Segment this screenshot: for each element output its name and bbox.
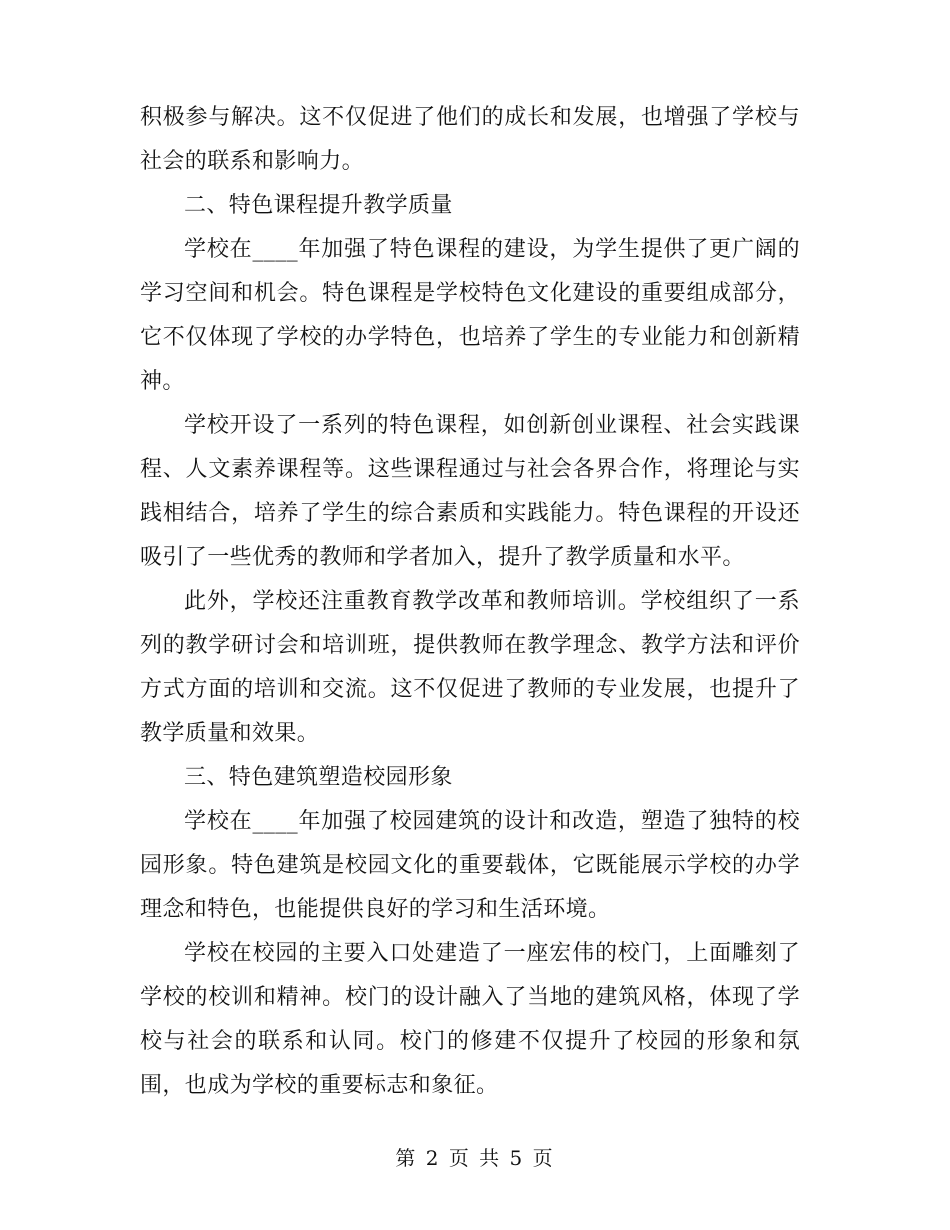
page-number-footer: 第 2 页 共 5 页 — [395, 1146, 555, 1170]
paragraph: 学校开设了一系列的特色课程，如创新创业课程、社会实践课程、人文素养课程等。这些课程通过与社会各界合作，将理论与实践相结合，培养了学生的综合素质和实践能力。特色课程的开设还吸引了一些优秀的教师和学者加入，提升了教学质量和水平。 — [140, 413, 800, 570]
paragraph: 学校在____年加强了特色课程的建设，为学生提供了更广阔的学习空间和机会。特色课程是学校特色文化建设的重要组成部分，它不仅体现了学校的办学特色，也培养了学生的专业能力和创新精神。 — [140, 237, 800, 394]
paragraph: 学校在____年加强了校园建筑的设计和改造，塑造了独特的校园形象。特色建筑是校园文化的重要载体，它既能展示学校的办学理念和特色，也能提供良好的学习和生活环境。 — [140, 809, 800, 922]
paragraph-continued: 积极参与解决。这不仅促进了他们的成长和发展，也增强了学校与社会的联系和影响力。 — [140, 105, 800, 174]
section-heading-2: 二、特色课程提升教学质量 — [184, 193, 453, 218]
document-body — [140, 96, 800, 1108]
paragraph: 此外，学校还注重教育教学改革和教师培训。学校组织了一系列的教学研讨会和培训班，提供教师在教学理念、教学方法和评价方式方面的培训和交流。这不仅促进了教师的专业发展，也提升了教学质量和效果。 — [140, 589, 800, 746]
section-heading-3: 三、特色建筑塑造校园形象 — [184, 765, 453, 790]
paragraph: 学校在校园的主要入口处建造了一座宏伟的校门，上面雕刻了学校的校训和精神。校门的设计融入了当地的建筑风格，体现了学校与社会的联系和认同。校门的修建不仅提升了校园的形象和氛围，也成为学校的重要标志和象征。 — [140, 941, 800, 1098]
